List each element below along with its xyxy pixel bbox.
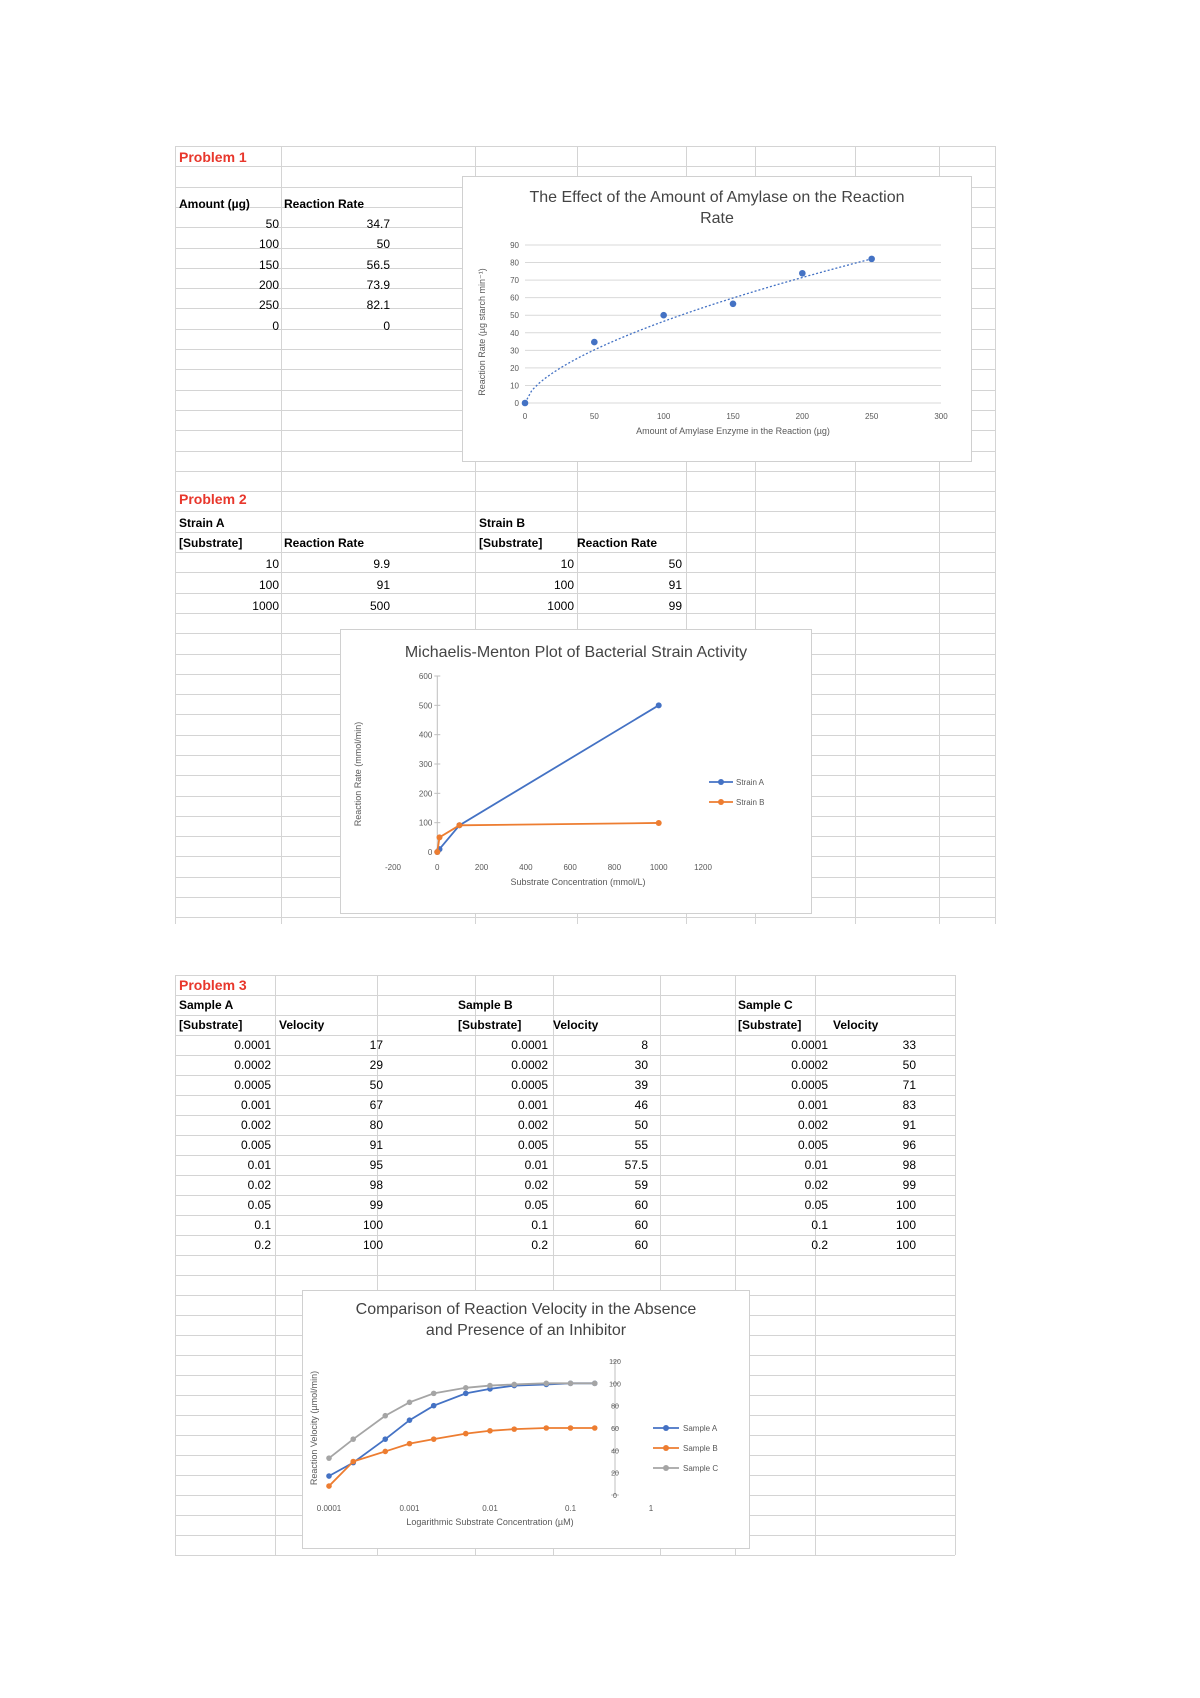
grid-row-line bbox=[175, 511, 995, 512]
sample-a-velocity-cell: 100 bbox=[362, 1218, 383, 1232]
sample-c-velocity-cell: 33 bbox=[902, 1038, 916, 1052]
problem1-amount-cell: 50 bbox=[265, 217, 279, 231]
sample-c-substrate-cell: 0.0005 bbox=[791, 1078, 828, 1092]
grid-row-line bbox=[175, 572, 995, 573]
y-tick-label: 30 bbox=[510, 346, 519, 356]
legend-label: Sample C bbox=[683, 1464, 719, 1473]
y-tick-label: 200 bbox=[418, 789, 433, 799]
x-axis-label: Substrate Concentration (mmol/L) bbox=[510, 877, 646, 887]
problem1-rate-header: Reaction Rate bbox=[284, 197, 365, 211]
data-point bbox=[591, 339, 598, 346]
problem1-amount-cell: 100 bbox=[258, 237, 279, 252]
strain-a-rate-cell: 500 bbox=[369, 599, 390, 613]
data-point bbox=[463, 1391, 469, 1397]
x-tick-label: 150 bbox=[726, 412, 740, 421]
y-axis-label: Reaction Velocity (µmol/min) bbox=[309, 1370, 319, 1486]
y-tick-label: 600 bbox=[418, 672, 433, 681]
legend-marker bbox=[718, 799, 724, 805]
sample-a-velocity-cell: 95 bbox=[369, 1158, 383, 1172]
problem1-amount-cell: 250 bbox=[258, 298, 279, 313]
amylase-chart-plot bbox=[463, 177, 971, 461]
strain-b-substrate-cell: 1000 bbox=[547, 599, 574, 613]
strain-b-rate-header: Reaction Rate bbox=[577, 536, 658, 550]
y-tick-label: 50 bbox=[510, 311, 519, 321]
x-tick-label: 0.001 bbox=[399, 1504, 420, 1513]
grid-row-line bbox=[175, 1155, 955, 1156]
y-tick-label: 20 bbox=[510, 363, 519, 373]
grid-row-line bbox=[175, 1095, 955, 1096]
sample-a-label: Sample A bbox=[179, 998, 234, 1012]
series-line bbox=[437, 705, 658, 852]
problem1-heading: Problem 1 bbox=[179, 149, 247, 165]
sample-c-substrate-cell: 0.0001 bbox=[791, 1038, 828, 1052]
sample-c-substrate-cell: 0.0002 bbox=[791, 1058, 828, 1072]
sample-a-velocity-cell: 100 bbox=[362, 1238, 383, 1252]
y-tick-label: 300 bbox=[418, 760, 433, 769]
amylase-chart-title-line2: Rate bbox=[700, 210, 734, 227]
y-tick-label: 500 bbox=[418, 701, 433, 711]
sample-a-velocity-cell: 91 bbox=[369, 1138, 383, 1152]
legend-label: Strain B bbox=[736, 798, 765, 807]
grid-row-line bbox=[175, 1195, 955, 1196]
sample-a-substrate-cell: 0.0005 bbox=[234, 1078, 271, 1092]
sample-a-substrate-cell: 0.001 bbox=[240, 1098, 271, 1112]
data-point bbox=[382, 1413, 388, 1419]
legend-marker bbox=[663, 1425, 669, 1431]
y-axis-label: Reaction Rate (µg starch min⁻¹) bbox=[477, 268, 487, 396]
sample-b-substrate-cell: 0.0002 bbox=[511, 1058, 548, 1072]
y-tick-label: 70 bbox=[510, 276, 519, 286]
data-point bbox=[382, 1436, 388, 1442]
strain-a-rate-header: Reaction Rate bbox=[284, 536, 365, 550]
data-point bbox=[326, 1483, 332, 1489]
y-tick-label: 80 bbox=[510, 258, 519, 268]
x-tick-label: 50 bbox=[589, 412, 599, 421]
inhibitor-chart-plot bbox=[303, 1291, 749, 1548]
y-tick-label: 400 bbox=[418, 730, 433, 740]
grid-row-line bbox=[175, 1175, 955, 1176]
grid-row-line bbox=[175, 491, 995, 492]
sample-b-label: Sample B bbox=[458, 998, 513, 1012]
strain-a-substrate-cell: 1000 bbox=[252, 599, 279, 613]
y-tick-label: 10 bbox=[510, 381, 519, 391]
data-point bbox=[431, 1403, 437, 1409]
grid-row-line bbox=[175, 532, 995, 533]
problem1-amount-cell: 0 bbox=[272, 318, 279, 333]
sample-c-substrate-cell: 0.1 bbox=[811, 1218, 828, 1232]
sample-b-velocity-cell: 59 bbox=[634, 1178, 648, 1192]
data-point bbox=[463, 1385, 469, 1391]
y-tick-label: 20 bbox=[611, 1470, 619, 1478]
sample-b-velocity-cell: 30 bbox=[634, 1058, 648, 1072]
data-point bbox=[660, 312, 667, 319]
x-tick-label: 0.01 bbox=[482, 1504, 498, 1513]
amylase-chart[interactable] bbox=[462, 176, 972, 462]
problem1-amount-cell: 150 bbox=[258, 257, 279, 272]
sample-a-velocity-cell: 67 bbox=[369, 1098, 383, 1112]
sample-a-velocity-cell: 29 bbox=[369, 1058, 383, 1072]
data-point bbox=[437, 834, 443, 840]
sample-b-substrate-cell: 0.002 bbox=[517, 1118, 548, 1132]
x-tick-label: 100 bbox=[656, 412, 671, 421]
x-tick-label: 200 bbox=[474, 863, 489, 872]
problem1-rate-cell: 34.7 bbox=[366, 217, 390, 231]
strain-a-substrate-header: [Substrate] bbox=[179, 536, 243, 550]
data-point bbox=[592, 1381, 598, 1387]
grid-row-line bbox=[175, 917, 995, 918]
sample-a-velocity-cell: 99 bbox=[369, 1198, 383, 1212]
data-point bbox=[431, 1436, 437, 1442]
data-point bbox=[730, 301, 737, 308]
y-tick-label: 80 bbox=[611, 1403, 619, 1411]
x-tick-label: 0.0001 bbox=[316, 1504, 342, 1513]
data-point bbox=[656, 702, 662, 708]
grid-row-line bbox=[175, 995, 955, 996]
sample-c-velocity-cell: 99 bbox=[902, 1178, 916, 1192]
x-tick-label: 1000 bbox=[649, 863, 668, 872]
y-tick-label: 60 bbox=[510, 293, 519, 303]
sample-a-substrate-cell: 0.1 bbox=[254, 1218, 271, 1232]
x-axis-label: Logarithmic Substrate Concentration (µM) bbox=[406, 1517, 574, 1527]
sample-b-substrate-cell: 0.02 bbox=[524, 1178, 548, 1192]
sample-c-substrate-cell: 0.005 bbox=[797, 1138, 828, 1152]
x-tick-label: 250 bbox=[864, 412, 879, 421]
strain-a-rate-cell: 9.9 bbox=[373, 557, 390, 571]
y-tick-label: 40 bbox=[611, 1448, 619, 1456]
x-tick-label: 300 bbox=[934, 412, 948, 421]
grid-row-line bbox=[175, 166, 995, 167]
series-line bbox=[437, 823, 658, 852]
data-point bbox=[543, 1381, 549, 1387]
sample-b-velocity-cell: 8 bbox=[641, 1038, 648, 1052]
series-line bbox=[329, 1428, 595, 1486]
grid-row-line bbox=[175, 1135, 955, 1136]
data-point bbox=[511, 1426, 517, 1432]
x-tick-label: 1 bbox=[648, 1504, 654, 1513]
strain-b-rate-cell: 99 bbox=[668, 599, 682, 613]
series-line bbox=[329, 1383, 595, 1476]
sample-c-substrate-cell: 0.01 bbox=[804, 1158, 828, 1172]
sample-a-substrate-cell: 0.05 bbox=[247, 1198, 271, 1212]
sample-a-substrate-cell: 0.01 bbox=[247, 1158, 271, 1172]
amylase-chart-title-line1: The Effect of the Amount of Amylase on the Reaction bbox=[529, 189, 905, 206]
grid-row-line bbox=[175, 1275, 955, 1276]
x-tick-label: -200 bbox=[384, 863, 402, 872]
sample-c-velocity-cell: 91 bbox=[902, 1118, 916, 1132]
data-point bbox=[799, 270, 806, 277]
sample-c-substrate-cell: 0.2 bbox=[811, 1238, 828, 1252]
inhibitor-chart-title-line2: and Presence of an Inhibitor bbox=[425, 1322, 627, 1339]
sample-c-velocity-header: Velocity bbox=[833, 1018, 879, 1032]
sample-c-velocity-cell: 83 bbox=[902, 1098, 916, 1112]
problem1-amount-cell: 200 bbox=[258, 277, 279, 292]
sample-b-velocity-cell: 60 bbox=[634, 1198, 648, 1212]
data-point bbox=[568, 1381, 574, 1387]
sample-c-substrate-cell: 0.02 bbox=[804, 1178, 828, 1192]
sample-c-velocity-cell: 100 bbox=[895, 1198, 916, 1212]
grid-row-line bbox=[175, 1215, 955, 1216]
strain-b-rate-cell: 50 bbox=[668, 557, 682, 571]
strain-a-rate-cell: 91 bbox=[376, 578, 390, 592]
problem2-heading: Problem 2 bbox=[179, 491, 247, 507]
grid-col-line bbox=[281, 146, 282, 924]
y-axis-label: Reaction Rate (mmol/min) bbox=[353, 721, 363, 827]
sample-a-substrate-cell: 0.02 bbox=[247, 1178, 271, 1192]
grid-row-line bbox=[175, 1555, 955, 1556]
grid-row-line bbox=[175, 552, 995, 553]
x-tick-label: 0 bbox=[522, 412, 528, 421]
data-point bbox=[487, 1428, 493, 1434]
sample-b-velocity-header: Velocity bbox=[553, 1018, 599, 1032]
data-point bbox=[326, 1473, 332, 1479]
data-point bbox=[326, 1455, 332, 1461]
legend-label: Strain A bbox=[736, 778, 765, 787]
strain-b-label: Strain B bbox=[479, 516, 526, 530]
legend-marker bbox=[718, 779, 724, 785]
data-point bbox=[350, 1436, 356, 1442]
grid-row-line bbox=[175, 1235, 955, 1236]
grid-row-line bbox=[175, 146, 995, 147]
grid-row-line bbox=[175, 593, 995, 594]
sample-b-velocity-cell: 60 bbox=[634, 1218, 648, 1232]
problem1-amount-header: Amount (µg) bbox=[179, 197, 250, 211]
strain-a-label: Strain A bbox=[179, 516, 225, 530]
y-tick-label: 0 bbox=[427, 848, 433, 857]
x-axis-label: Amount of Amylase Enzyme in the Reaction (µg) bbox=[636, 426, 830, 436]
grid-col-line bbox=[955, 975, 956, 1555]
problem1-rate-cell: 73.9 bbox=[366, 277, 390, 292]
sample-b-substrate-header: [Substrate] bbox=[458, 1018, 522, 1032]
y-tick-label: 100 bbox=[418, 818, 433, 828]
sample-b-substrate-cell: 0.0001 bbox=[511, 1038, 548, 1052]
sample-b-substrate-cell: 0.2 bbox=[531, 1238, 548, 1252]
sample-b-substrate-cell: 0.1 bbox=[531, 1218, 548, 1232]
data-point bbox=[868, 256, 875, 263]
grid-row-line bbox=[175, 1075, 955, 1076]
sample-b-velocity-cell: 55 bbox=[634, 1138, 648, 1152]
data-point bbox=[511, 1382, 517, 1388]
sample-c-substrate-header: [Substrate] bbox=[738, 1018, 802, 1032]
strain-b-rate-cell: 91 bbox=[668, 578, 682, 592]
x-tick-label: 600 bbox=[563, 863, 577, 872]
data-point bbox=[522, 400, 529, 407]
michaelis-chart[interactable] bbox=[340, 629, 812, 914]
sample-a-substrate-cell: 0.005 bbox=[240, 1138, 271, 1152]
legend-marker bbox=[663, 1445, 669, 1451]
y-tick-label: 40 bbox=[510, 328, 519, 338]
grid-row-line bbox=[175, 613, 995, 614]
strain-b-substrate-cell: 100 bbox=[553, 578, 574, 592]
michaelis-chart-plot bbox=[341, 630, 811, 913]
data-point bbox=[407, 1417, 413, 1423]
grid-col-line bbox=[275, 975, 276, 1555]
data-point bbox=[487, 1383, 493, 1389]
sample-c-substrate-cell: 0.05 bbox=[804, 1198, 828, 1212]
data-point bbox=[592, 1425, 598, 1431]
sample-c-velocity-cell: 96 bbox=[902, 1138, 916, 1152]
sample-b-substrate-cell: 0.005 bbox=[517, 1138, 548, 1152]
grid-col-line bbox=[995, 146, 996, 924]
grid-row-line bbox=[175, 1115, 955, 1116]
x-tick-label: 1200 bbox=[694, 863, 712, 872]
grid-row-line bbox=[175, 1035, 955, 1036]
sample-c-substrate-cell: 0.002 bbox=[797, 1118, 828, 1132]
grid-row-line bbox=[175, 1255, 955, 1256]
legend-marker bbox=[663, 1465, 669, 1471]
sample-c-velocity-cell: 100 bbox=[895, 1218, 916, 1232]
x-tick-label: 800 bbox=[607, 863, 622, 872]
strain-a-substrate-cell: 10 bbox=[265, 557, 279, 571]
data-point bbox=[656, 820, 662, 826]
sample-c-velocity-cell: 100 bbox=[895, 1238, 916, 1252]
sample-b-substrate-cell: 0.0005 bbox=[511, 1078, 548, 1092]
grid-col-line bbox=[175, 146, 176, 924]
grid-row-line bbox=[175, 1015, 955, 1016]
data-point bbox=[382, 1449, 388, 1455]
y-tick-label: 0 bbox=[613, 1493, 617, 1500]
sample-a-velocity-cell: 80 bbox=[369, 1118, 383, 1132]
sample-c-label: Sample C bbox=[738, 998, 793, 1012]
grid-row-line bbox=[175, 471, 995, 472]
data-point bbox=[543, 1425, 549, 1431]
problem1-rate-cell: 0 bbox=[383, 318, 390, 333]
legend-label: Sample A bbox=[683, 1424, 718, 1433]
y-tick-label: 90 bbox=[510, 241, 519, 250]
data-point bbox=[407, 1400, 413, 1406]
data-point bbox=[431, 1391, 437, 1397]
strain-a-substrate-cell: 100 bbox=[258, 578, 279, 592]
grid-row-line bbox=[175, 975, 955, 976]
sample-c-velocity-cell: 98 bbox=[902, 1158, 916, 1172]
sample-a-velocity-header: Velocity bbox=[279, 1018, 325, 1032]
sample-a-velocity-cell: 98 bbox=[369, 1178, 383, 1192]
y-tick-label: 100 bbox=[609, 1381, 621, 1389]
sample-b-substrate-cell: 0.001 bbox=[517, 1098, 548, 1112]
sample-b-velocity-cell: 60 bbox=[634, 1238, 648, 1252]
strain-b-substrate-header: [Substrate] bbox=[479, 536, 543, 550]
data-point bbox=[434, 849, 440, 855]
data-point bbox=[463, 1431, 469, 1437]
y-tick-label: 60 bbox=[611, 1426, 619, 1433]
sample-c-velocity-cell: 50 bbox=[902, 1058, 916, 1072]
sample-b-velocity-cell: 57.5 bbox=[624, 1158, 648, 1172]
sample-b-substrate-cell: 0.01 bbox=[524, 1158, 548, 1172]
x-tick-label: 0.1 bbox=[564, 1504, 577, 1513]
sample-a-substrate-header: [Substrate] bbox=[179, 1018, 243, 1032]
problem1-rate-cell: 50 bbox=[376, 237, 390, 252]
sample-b-velocity-cell: 50 bbox=[634, 1118, 648, 1132]
sample-b-velocity-cell: 39 bbox=[634, 1078, 648, 1092]
y-tick-label: 0 bbox=[514, 399, 519, 408]
grid-row-line bbox=[175, 1055, 955, 1056]
michaelis-chart-title: Michaelis-Menton Plot of Bacterial Strain Activity bbox=[404, 644, 748, 661]
inhibitor-chart-title-line1: Comparison of Reaction Velocity in the Absence bbox=[355, 1301, 697, 1318]
problem3-heading: Problem 3 bbox=[179, 977, 247, 993]
sample-c-velocity-cell: 71 bbox=[902, 1078, 916, 1092]
sample-b-substrate-cell: 0.05 bbox=[524, 1198, 548, 1212]
sample-a-substrate-cell: 0.2 bbox=[254, 1238, 271, 1252]
sample-a-velocity-cell: 17 bbox=[369, 1038, 383, 1052]
sample-a-substrate-cell: 0.0001 bbox=[234, 1038, 271, 1052]
strain-b-substrate-cell: 10 bbox=[560, 557, 574, 571]
inhibitor-chart[interactable] bbox=[302, 1290, 750, 1549]
sample-a-substrate-cell: 0.0002 bbox=[234, 1058, 271, 1072]
data-point bbox=[456, 822, 462, 828]
sample-a-substrate-cell: 0.002 bbox=[240, 1118, 271, 1132]
sample-c-substrate-cell: 0.001 bbox=[797, 1098, 828, 1112]
sample-b-velocity-cell: 46 bbox=[634, 1098, 648, 1112]
x-tick-label: 400 bbox=[519, 863, 533, 872]
x-tick-label: 0 bbox=[435, 863, 440, 872]
problem1-rate-cell: 56.5 bbox=[366, 257, 390, 272]
problem1-rate-cell: 82.1 bbox=[366, 298, 390, 313]
sample-a-velocity-cell: 50 bbox=[369, 1078, 383, 1092]
y-tick-label: 120 bbox=[609, 1359, 621, 1366]
data-point bbox=[568, 1425, 574, 1431]
data-point bbox=[350, 1459, 356, 1465]
legend-label: Sample B bbox=[683, 1444, 718, 1453]
data-point bbox=[407, 1441, 413, 1447]
x-tick-label: 200 bbox=[795, 412, 810, 421]
